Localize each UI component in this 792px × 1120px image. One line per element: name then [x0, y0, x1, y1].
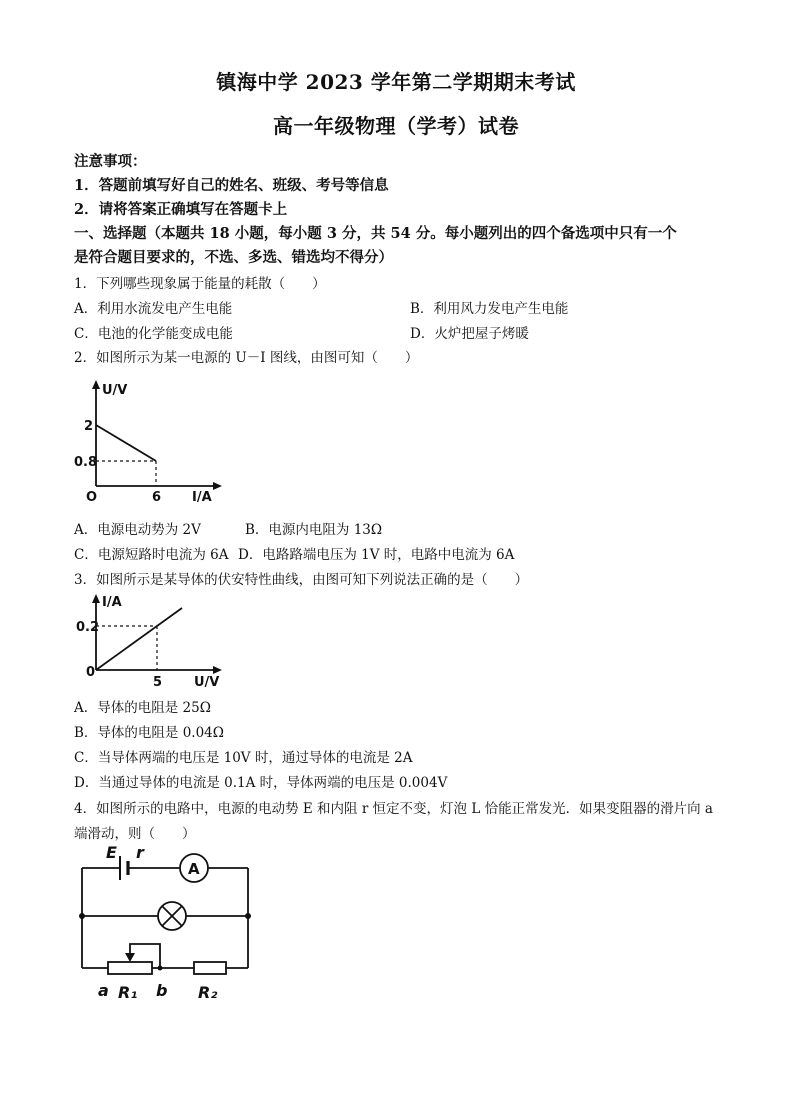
q2-y-tick-0-8: 0.8 — [74, 455, 98, 470]
note-item-2: 2．请将答案正确填写在答题卡上 — [74, 201, 288, 218]
q4-stem-line1: 4．如图所示的电路中，电源的电动势 E 和内阻 r 恒定不变，灯泡 L 恰能正常发光．如果变阻器的滑片向 a — [74, 801, 713, 817]
q3-y-arrow-icon — [92, 594, 100, 603]
q3-origin-label: 0 — [86, 665, 96, 680]
q3-option-d: D．当通过导体的电流是 0.1A 时，导体两端的电压是 0.004V — [74, 775, 448, 791]
q3-stem: 3．如图所示是某导体的伏安特性曲线，由图可知下列说法正确的是（ ） — [74, 572, 529, 588]
notes-heading: 注意事项： — [74, 153, 147, 170]
q3-y-tick-0-2: 0.2 — [76, 620, 100, 635]
q1-option-b: B．利用风力发电产生电能 — [410, 301, 569, 317]
q1-option-a: A．利用水流发电产生电能 — [74, 301, 233, 317]
q3-x-axis-label: U/V — [194, 675, 220, 690]
section-heading-line2: 是符合题目要求的，不选、多选、错选均不得分） — [74, 249, 393, 266]
q3-y-axis-label: I/A — [102, 595, 122, 610]
q2-ui-graph — [74, 378, 228, 505]
q3-option-b: B．导体的电阻是 0.04Ω — [74, 725, 224, 741]
q4-circuit-diagram — [76, 840, 266, 1006]
ammeter-label: A — [188, 860, 200, 878]
terminal-a-label: a — [98, 981, 109, 1000]
r2-label: R₂ — [198, 983, 218, 1002]
exam-subtitle: 高一年级物理（学考）试卷 — [273, 114, 519, 138]
q2-option-b: B．电源内电阻为 13Ω — [245, 522, 383, 538]
slider-arrow-icon — [125, 953, 135, 962]
q2-iu-line — [96, 425, 156, 461]
q1-stem: 1．下列哪些现象属于能量的耗散（ ） — [74, 276, 326, 292]
q2-stem: 2．如图所示为某一电源的 U－I 图线，由图可知（ ） — [74, 350, 419, 366]
q2-x-axis-label: I/A — [192, 490, 212, 505]
q1-option-d: D．火炉把屋子烤暖 — [410, 326, 529, 342]
q2-y-tick-2: 2 — [84, 419, 94, 434]
q2-x-arrow-icon — [213, 482, 222, 490]
q2-y-axis-label: U/V — [102, 383, 128, 398]
q2-option-d: D．电路路端电压为 1V 时，电路中电流为 6A — [238, 547, 515, 563]
exam-title: 镇海中学 2023 学年第二学期期末考试 — [216, 70, 576, 94]
q3-iu-line — [96, 608, 182, 670]
emf-label: E — [106, 843, 117, 862]
terminal-b-label: b — [156, 981, 168, 1000]
q4-stem-line2: 端滑动，则（ ） — [74, 826, 196, 842]
q1-option-c: C．电池的化学能变成电能 — [74, 326, 233, 342]
section-heading-line1: 一、选择题（本题共 18 小题，每小题 3 分，共 54 分。每小题列出的四个备选项中只有一个 — [74, 225, 677, 242]
internal-resistance-label: r — [136, 843, 144, 862]
q2-option-c: C．电源短路时电流为 6A — [74, 547, 229, 563]
q3-iu-graph — [78, 592, 228, 692]
q2-x-tick-6: 6 — [152, 490, 162, 505]
q2-origin-label: O — [86, 490, 98, 505]
q3-x-arrow-icon — [213, 666, 222, 674]
q2-y-arrow-icon — [92, 380, 100, 389]
q3-option-c: C．当导体两端的电压是 10V 时，通过导体的电流是 2A — [74, 750, 413, 766]
resistor-r2-icon — [194, 962, 226, 974]
note-item-1: 1．答题前填写好自己的姓名、班级、考号等信息 — [74, 177, 389, 194]
q2-option-a: A．电源电动势为 2V — [74, 522, 201, 538]
q3-option-a: A．导体的电阻是 25Ω — [74, 700, 211, 716]
rheostat-r1-icon — [108, 962, 152, 974]
r1-label: R₁ — [118, 983, 138, 1002]
q3-x-tick-5: 5 — [153, 675, 163, 690]
